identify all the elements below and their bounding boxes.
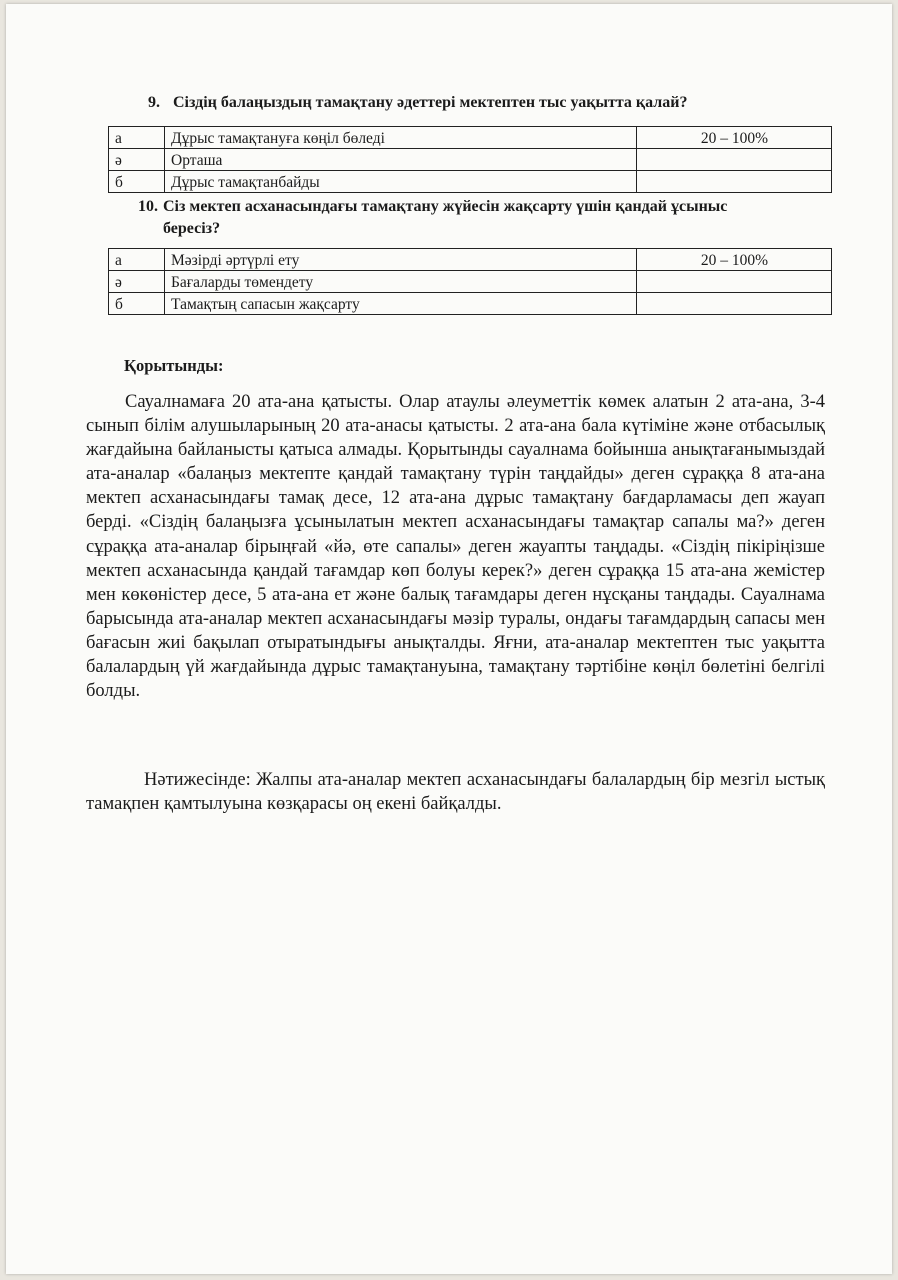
answer-percent (637, 271, 832, 293)
conclusion-paragraph-1: Сауалнамаға 20 ата-ана қатысты. Олар атаулы әлеуметтік көмек алатын 2 ата-ана, 3-4 сынып білім алушыларының 20 ата-анасы қатысты. 2 ата-ана бала күтіміне және отбасылық жағдайына байланысты қатыса алмады. Қорытынды сауалнама бойынша анықтағанымыздай ата-аналар «балаңыз мектепте қандай тамақтану түрін таңдайды» деген сұраққа 8 ата-ана мектеп асханасындағы тамақ десе, 12 ата-ана дұрыс тамақтану бағдарламасы деп жауап берді. «Сіздің балаңызға ұсынылатын мектеп асханасындағы тамақтар сапалы ма?» деген сұраққа ата-аналар бірыңғай «йә, өте сапалы» деген жауапты таңдады. «Сіздің пікіріңізше мектеп асханасында қандай тағамдар көп болуы керек?» деген сұраққа 15 ата-ана жемістер мен көкөністер десе, 5 ата-ана ет және балық тағамдары деген нұсқаны таңдады. Сауалнама барысында ата-аналар мектеп асханасындағы мәзір туралы, ондағы тағамдардың сапасы мен бағасын жиі бақылап отыратындығы анықталды. Яғни, ата-аналар мектептен тыс уақытта балалардың үй жағдайында дұрыс тамақтануына, тамақтану тәртібіне көңіл бөлетіні белгілі болды. (86, 392, 825, 702)
answer-percent (637, 293, 832, 315)
answer-letter: а (109, 249, 165, 271)
answer-text: Тамақтың сапасын жақсарту (165, 293, 637, 315)
answer-text: Бағаларды төмендету (165, 271, 637, 293)
table-row (109, 149, 832, 171)
answer-percent (637, 171, 832, 193)
answer-letter: ә (109, 149, 165, 171)
answer-percent (637, 149, 832, 171)
conclusion-paragraph-2: Нәтижесінде: Жалпы ата-аналар мектеп асханасындағы балалардың бір мезгіл ыстық тамақпен қамтылуына көзқарасы оң екені байқалды. (86, 770, 825, 815)
answer-percent: 20 – 100% (637, 127, 832, 149)
table-row (109, 127, 832, 149)
question-10-text: Сіз мектеп асханасындағы тамақтану жүйесін жақсарту үшін қандай ұсыныс бересіз? (163, 198, 728, 237)
answer-letter: б (109, 293, 165, 315)
table-row (109, 293, 832, 315)
table-row (109, 249, 832, 271)
answer-text: Мәзірді әртүрлі ету (165, 249, 637, 271)
question-10-number: 10. (138, 198, 158, 215)
conclusion-heading: Қорытынды: (124, 356, 224, 375)
answer-letter: ә (109, 271, 165, 293)
answer-percent: 20 – 100% (637, 249, 832, 271)
answer-text: Дұрыс тамақтанбайды (165, 171, 637, 193)
table-row (109, 171, 832, 193)
table-row (109, 271, 832, 293)
answer-letter: б (109, 171, 165, 193)
answer-text: Дұрыс тамақтануға көңіл бөледі (165, 127, 637, 149)
question-9-number: 9. (148, 94, 160, 111)
question-10-answers-table (108, 248, 832, 315)
answer-letter: а (109, 127, 165, 149)
question-9-answers-table (108, 126, 832, 193)
answer-text: Орташа (165, 149, 637, 171)
question-9-text: Сіздің балаңыздың тамақтану әдеттері мектептен тыс уақытта қалай? (173, 94, 688, 111)
document-page (6, 4, 892, 1274)
